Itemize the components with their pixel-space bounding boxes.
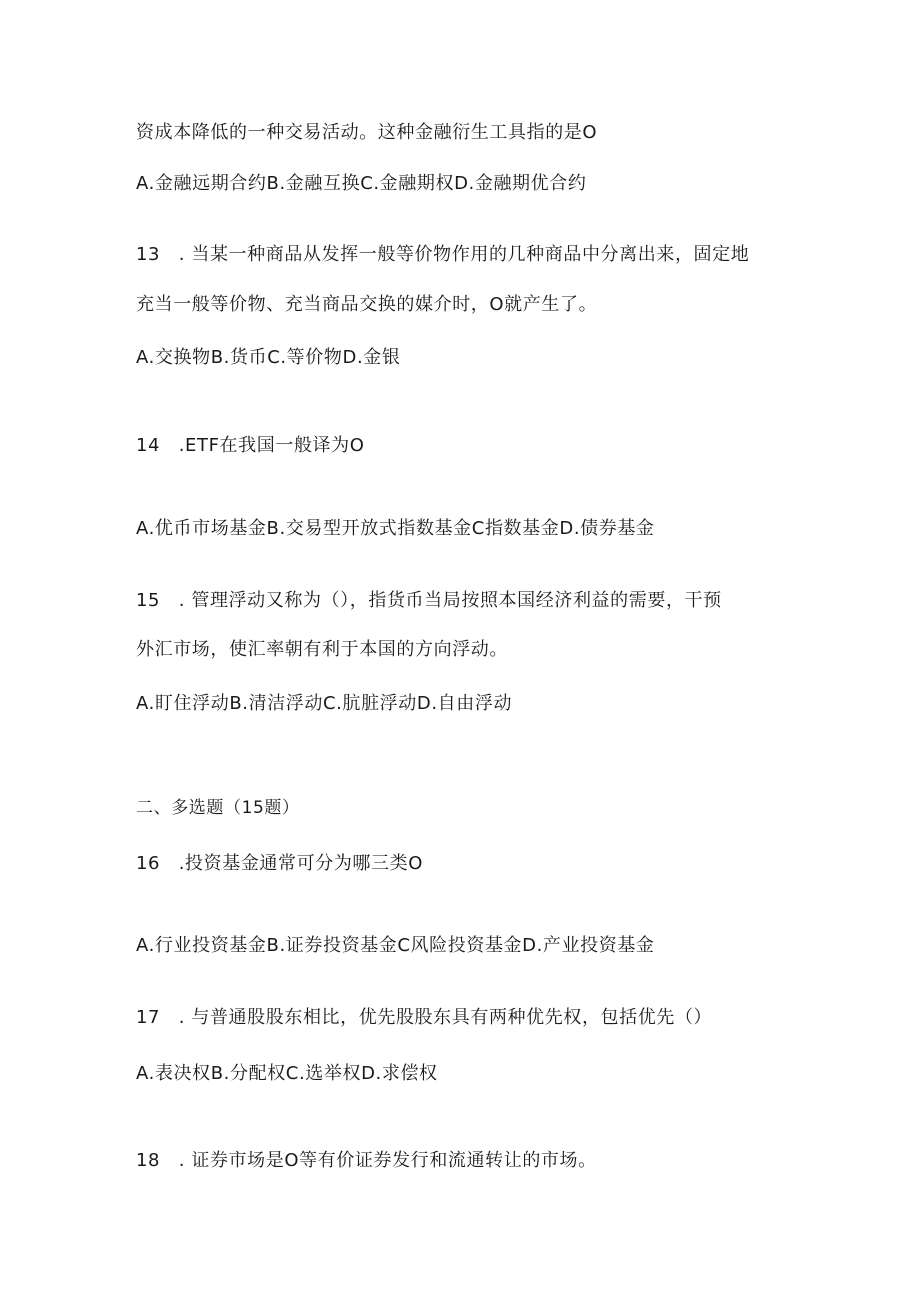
- question-15-options: A.盯住浮动B.清洁浮动C.肮脏浮动D.自由浮动: [136, 693, 513, 714]
- question-14-stem: 14 .ETF在我国一般译为O: [136, 435, 365, 456]
- question-18-stem: 18 . 证券市场是O等有价证券发行和流通转让的市场。: [136, 1150, 597, 1171]
- question-17-options: A.表决权B.分配权C.选举权D.求偿权: [136, 1063, 438, 1084]
- question-16-options: A.行业投资基金B.证券投资基金C风险投资基金D.产业投资基金: [136, 935, 655, 956]
- question-14-options: A.优币市场基金B.交易型开放式指数基金C指数基金D.债券基金: [136, 518, 655, 539]
- question-17-stem: 17 . 与普通股股东相比，优先股股东具有两种优先权，包括优先（）: [136, 1007, 713, 1028]
- question-15-stem-line-1: 15 . 管理浮动又称为（），指货币当局按照本国经济利益的需要，干预: [136, 590, 722, 611]
- question-15-stem-line-2: 外汇市场，使汇率朝有利于本国的方向浮动。: [136, 639, 508, 660]
- question-13-stem-line-1: 13 . 当某一种商品从发挥一般等价物作用的几种商品中分离出来，固定地: [136, 244, 750, 265]
- question-12-options: A.金融远期合约B.金融互换C.金融期权D.金融期优合约: [136, 173, 587, 194]
- section-heading-multiple-choice: 二、多选题（15题）: [136, 798, 300, 818]
- question-13-options: A.交换物B.货币C.等价物D.金银: [136, 347, 401, 368]
- question-16-stem: 16 .投资基金通常可分为哪三类O: [136, 853, 423, 874]
- question-13-stem-line-2: 充当一般等价物、充当商品交换的媒介时，O就产生了。: [136, 294, 598, 315]
- question-12-stem-end: 资成本降低的一种交易活动。这种金融衍生工具指的是O: [136, 122, 598, 143]
